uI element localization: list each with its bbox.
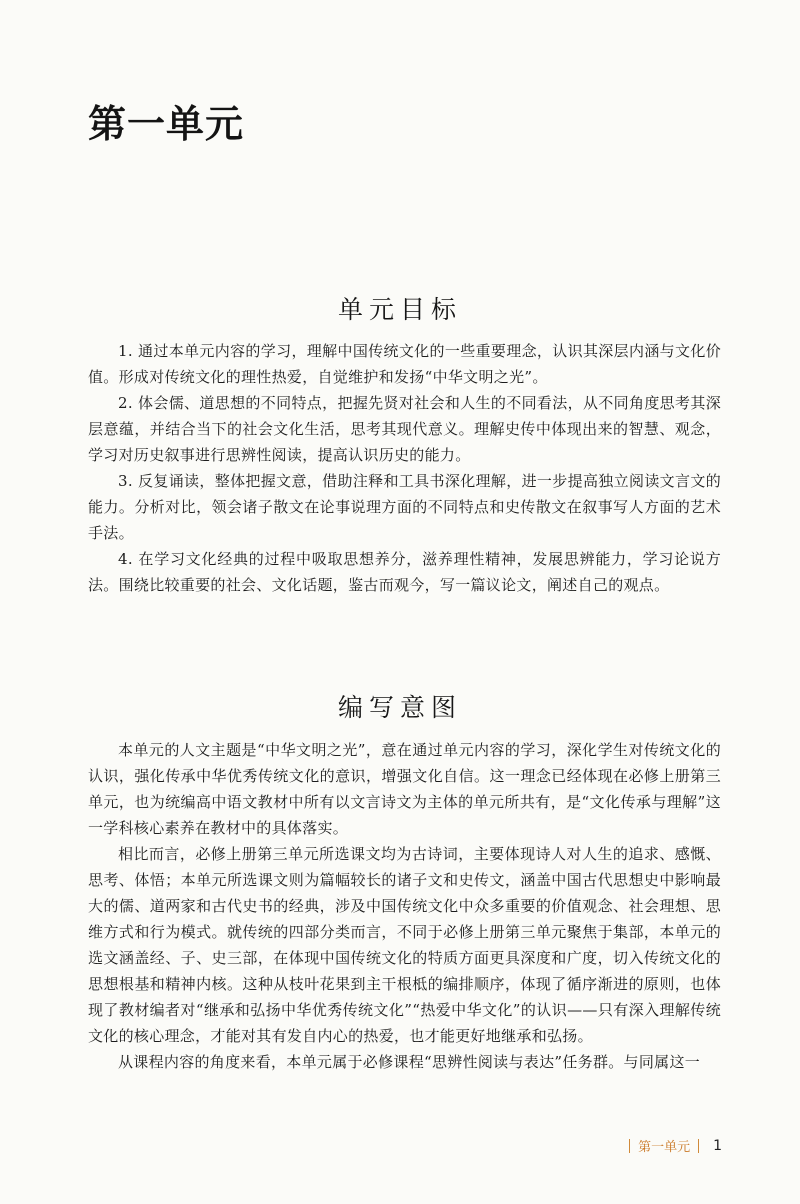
goal-paragraph-1: 1. 通过本单元内容的学习，理解中国传统文化的一些重要理念，认识其深层内涵与文化价值。形成对传统文化的理性热爱，自觉维护和发扬“中华文明之光”。: [88, 342, 721, 386]
goal-paragraph-4: 4. 在学习文化经典的过程中吸取思想养分，滋养理性精神，发展思辨能力，学习论说方法。围绕比较重要的社会、文化话题，鉴古而观今，写一篇议论文，阐述自己的观点。: [88, 550, 721, 594]
page-footer: [629, 1136, 722, 1155]
unit-title: 第一单元: [88, 102, 245, 146]
footer-unit-label: 第一单元: [638, 1140, 691, 1155]
intent-section: [88, 737, 721, 1075]
footer-divider-right: [698, 1139, 699, 1153]
goal-paragraph-2: 2. 体会儒、道思想的不同特点，把握先贤对社会和人生的不同看法，从不同角度思考其深层意蕴，并结合当下的社会文化生活，思考其现代意义。理解史传中体现出来的智慧、观念，学习对历史叙事进行思辨性阅读，提高认识历史的能力。: [88, 394, 721, 464]
intent-paragraph-1: 本单元的人文主题是“中华文明之光”，意在通过单元内容的学习，深化学生对传统文化的认识，强化传承中华优秀传统文化的意识，增强文化自信。这一理念已经体现在必修上册第三单元，也为统编高中语文教材中所有以文言诗文为主体的单元所共有，是“文化传承与理解”这一学科核心素养在教材中的具体落实。: [88, 741, 721, 837]
footer-divider-left: [629, 1139, 630, 1153]
intent-paragraph-3: 从课程内容的角度来看，本单元属于必修课程“思辨性阅读与表达”任务群。与同属这一: [118, 1053, 701, 1071]
intent-heading: 编写意图: [337, 693, 462, 722]
goals-heading: 单元目标: [337, 295, 462, 324]
page-number: 1: [713, 1137, 722, 1154]
goal-paragraph-3: 3. 反复诵读，整体把握文意，借助注释和工具书深化理解，进一步提高独立阅读文言文的能力。分析对比，领会诸子散文在论事说理方面的不同特点和史传散文在叙事写人方面的艺术手法。: [88, 472, 721, 542]
goals-section: [88, 338, 721, 598]
intent-paragraph-2: 相比而言，必修上册第三单元所选课文均为古诗词，主要体现诗人对人生的追求、感慨、思考、体悟；本单元所选课文则为篇幅较长的诸子文和史传文，涵盖中国古代思想史中影响最大的儒、道两家和古代史书的经典，涉及中国传统文化中众多重要的价值观念、社会理想、思维方式和行为模式。就传统的四部分类而言，不同于必修上册第三单元聚焦于集部，本单元的选文涵盖经、子、史三部，在体现中国传统文化的特质方面更具深度和广度，切入传统文化的思想根基和精神内核。这种从枝叶花果到主干根柢的编排顺序，体现了循序渐进的原则，也体现了教材编者对“继承和弘扬中华优秀传统文化”“热爱中华文化”的认识——只有深入理解传统文化的核心理念，才能对其有发自内心的热爱，也才能更好地继承和弘扬。: [88, 845, 721, 1045]
